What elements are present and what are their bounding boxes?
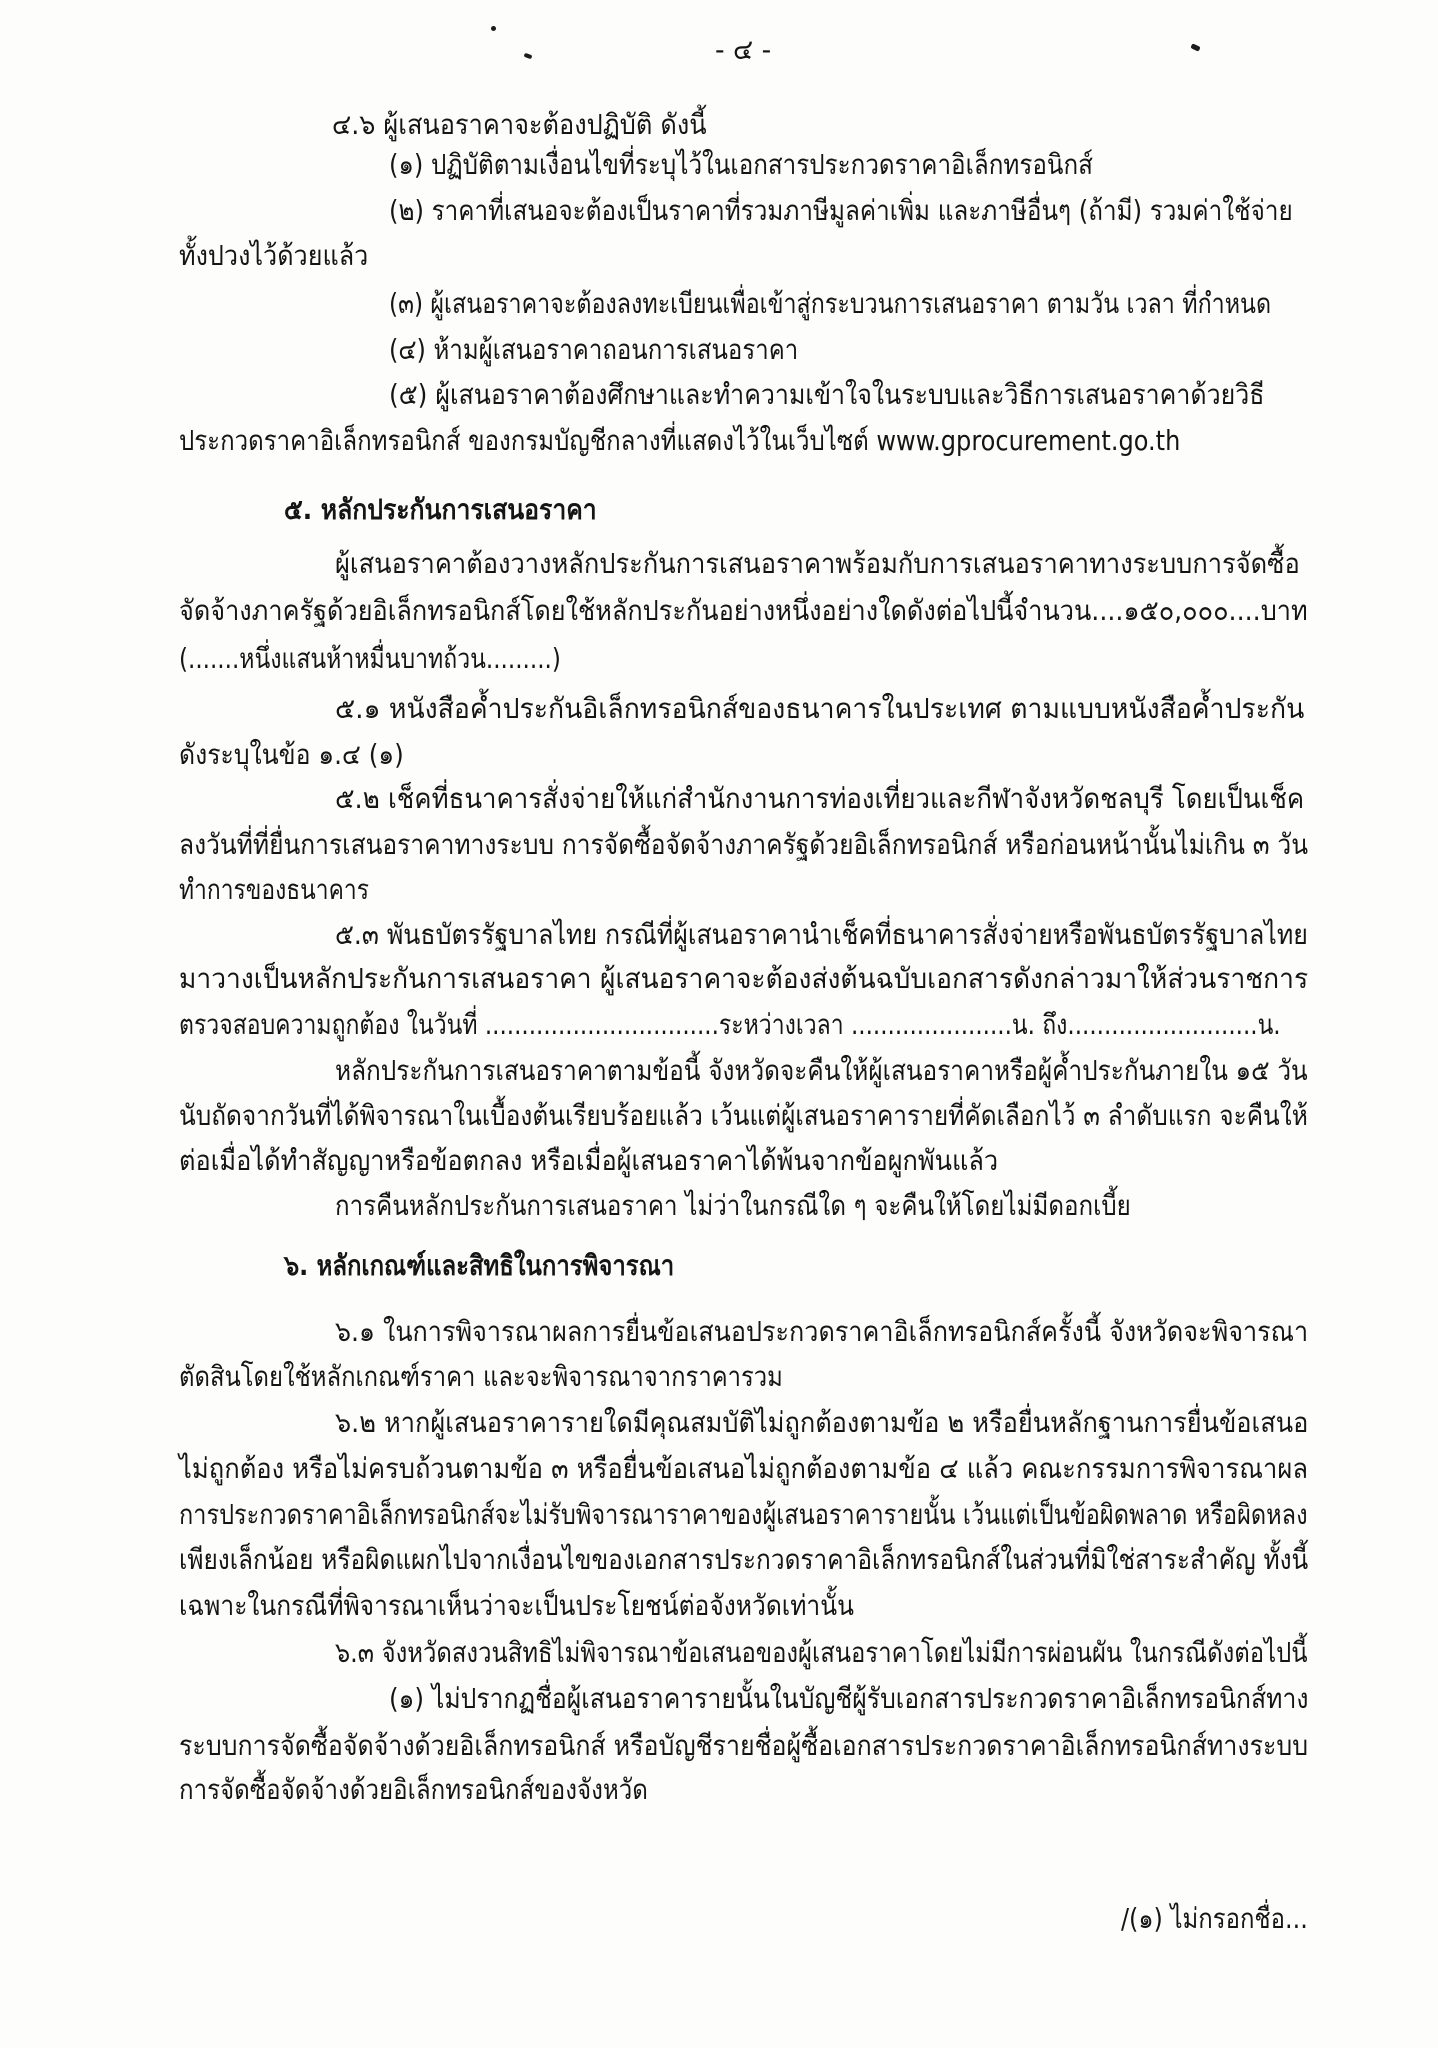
section-6-line: ตัดสินโดยใช้หลักเกณฑ์ราคา และจะพิจารณาจากราคารวม <box>179 1360 783 1393</box>
section-6-line: ๖.๑ ในการพิจารณาผลการยื่นข้อเสนอประกวดราคาอิเล็กทรอนิกส์ครั้งนี้ จังหวัดจะพิจารณา <box>335 1315 1309 1348</box>
clause-4-6-title: ๔.๖ ผู้เสนอราคาจะต้องปฏิบัติ ดังนี้ <box>332 108 707 141</box>
section-5-line: ผู้เสนอราคาต้องวางหลักประกันการเสนอราคาพร้อมกับการเสนอราคาทางระบบการจัดซื้อ <box>335 547 1300 580</box>
section-6-heading: ๖. หลักเกณฑ์และสิทธิในการพิจารณา <box>284 1249 675 1282</box>
section-5-line: ทำการของธนาคาร <box>179 873 369 906</box>
section-5-line: มาวางเป็นหลักประกันการเสนอราคา ผู้เสนอราคาจะต้องส่งต้นฉบับเอกสารดังกล่าวมาให้ส่วนราชการ <box>179 962 1309 995</box>
section-5-line: ดังระบุในข้อ ๑.๔ (๑) <box>179 738 404 771</box>
scan-speck <box>1190 43 1200 51</box>
section-6-line: (๑) ไม่ปรากฏชื่อผู้เสนอราคารายนั้นในบัญชีผู้รับเอกสารประกวดราคาอิเล็กทรอนิกส์ทาง <box>389 1682 1309 1715</box>
section-5-line: จัดจ้างภาครัฐด้วยอิเล็กทรอนิกส์โดยใช้หลักประกันอย่างหนึ่งอย่างใดดังต่อไปนี้จำนวน....๑๕๐,๐๐๐....บาท <box>179 594 1308 627</box>
page-number: - ๔ - <box>715 33 772 66</box>
clause-4-6-line: ประกวดราคาอิเล็กทรอนิกส์ ของกรมบัญชีกลางที่แสดงไว้ในเว็บไซต์ www.gprocurement.go.th <box>179 424 1181 457</box>
section-6-line: ๖.๒ หากผู้เสนอราคารายใดมีคุณสมบัติไม่ถูกต้องตามข้อ ๒ หรือยื่นหลักฐานการยื่นข้อเสนอ <box>335 1406 1309 1439</box>
clause-4-6-line: (๒) ราคาที่เสนอจะต้องเป็นราคาที่รวมภาษีมูลค่าเพิ่ม และภาษีอื่นๆ (ถ้ามี) รวมค่าใช้จ่าย <box>389 194 1293 227</box>
section-6-line: ระบบการจัดซื้อจัดจ้างด้วยอิเล็กทรอนิกส์ หรือบัญชีรายชื่อผู้ซื้อเอกสารประกวดราคาอิเล็กทรอนิกส์ทางระบบ <box>179 1729 1309 1762</box>
section-6-line: การจัดซื้อจัดจ้างด้วยอิเล็กทรอนิกส์ของจังหวัด <box>179 1773 648 1806</box>
continuation-note: /(๑) ไม่กรอกชื่อ... <box>1121 1902 1308 1935</box>
section-5-line: ๕.๓ พันธบัตรรัฐบาลไทย กรณีที่ผู้เสนอราคานำเช็คที่ธนาคารสั่งจ่ายหรือพันธบัตรรัฐบาลไทย <box>335 918 1308 951</box>
scan-speck <box>491 26 496 31</box>
section-5-line: (.......หนึ่งแสนห้าหมื่นบาทถ้วน.........) <box>179 642 561 675</box>
section-5-line: ตรวจสอบความถูกต้อง ในวันที่ ................................ระหว่างเวลา ......................น. ถึง..........................น. <box>179 1008 1281 1041</box>
clause-4-6-line: (๓) ผู้เสนอราคาจะต้องลงทะเบียนเพื่อเข้าสู่กระบวนการเสนอราคา ตามวัน เวลา ที่กำหนด <box>389 287 1272 320</box>
section-6-line: การประกวดราคาอิเล็กทรอนิกส์จะไม่รับพิจารณาราคาของผู้เสนอราคารายนั้น เว้นแต่เป็นข้อผิดพลาด หรือผิดหลง <box>179 1498 1308 1531</box>
section-6-line: เพียงเล็กน้อย หรือผิดแผกไปจากเงื่อนไขของเอกสารประกวดราคาอิเล็กทรอนิกส์ในส่วนที่มิใช่สาระสำคัญ ทั้งนี้ <box>179 1543 1309 1576</box>
section-5-line: ๕.๒ เช็คที่ธนาคารสั่งจ่ายให้แก่สำนักงานการท่องเที่ยวและกีฬาจังหวัดชลบุรี โดยเป็นเช็ค <box>335 782 1305 815</box>
section-6-line: ๖.๓ จังหวัดสงวนสิทธิไม่พิจารณาข้อเสนอของผู้เสนอราคาโดยไม่มีการผ่อนผัน ในกรณีดังต่อไปนี้ <box>335 1636 1308 1669</box>
clause-4-6-line: (๕) ผู้เสนอราคาต้องศึกษาและทำความเข้าใจในระบบและวิธีการเสนอราคาด้วยวิธี <box>389 378 1265 411</box>
section-5-line: ลงวันที่ที่ยื่นการเสนอราคาทางระบบ การจัดซื้อจัดจ้างภาครัฐด้วยอิเล็กทรอนิกส์ หรือก่อนหน้านั้นไม่เกิน ๓ วัน <box>179 828 1309 861</box>
section-5-line: นับถัดจากวันที่ได้พิจารณาในเบื้องต้นเรียบร้อยแล้ว เว้นแต่ผู้เสนอราคารายที่คัดเลือกไว้ ๓ ลำดับแรก จะคืนให้ <box>179 1099 1308 1132</box>
section-5-line: ๕.๑ หนังสือค้ำประกันอิเล็กทรอนิกส์ของธนาคารในประเทศ ตามแบบหนังสือค้ำประกัน <box>335 692 1305 725</box>
section-5-line: ต่อเมื่อได้ทำสัญญาหรือข้อตกลง หรือเมื่อผู้เสนอราคาได้พ้นจากข้อผูกพันแล้ว <box>179 1144 999 1177</box>
section-5-line: หลักประกันการเสนอราคาตามข้อนี้ จังหวัดจะคืนให้ผู้เสนอราคาหรือผู้ค้ำประกันภายใน ๑๕ วัน <box>335 1054 1308 1087</box>
clause-4-6-line: (๑) ปฏิบัติตามเงื่อนไขที่ระบุไว้ในเอกสารประกวดราคาอิเล็กทรอนิกส์ <box>389 148 1093 181</box>
clause-4-6-line: ทั้งปวงไว้ด้วยแล้ว <box>179 239 369 272</box>
clause-4-6-line: (๔) ห้ามผู้เสนอราคาถอนการเสนอราคา <box>389 333 799 366</box>
section-5-heading: ๕. หลักประกันการเสนอราคา <box>284 493 597 526</box>
section-6-line: ไม่ถูกต้อง หรือไม่ครบถ้วนตามข้อ ๓ หรือยื่นข้อเสนอไม่ถูกต้องตามข้อ ๔ แล้ว คณะกรรมการพิจารณาผล <box>179 1452 1309 1485</box>
section-5-line: การคืนหลักประกันการเสนอราคา ไม่ว่าในกรณีใด ๆ จะคืนให้โดยไม่มีดอกเบี้ย <box>335 1189 1131 1222</box>
section-6-line: เฉพาะในกรณีที่พิจารณาเห็นว่าจะเป็นประโยชน์ต่อจังหวัดเท่านั้น <box>179 1589 854 1622</box>
scan-speck <box>524 53 533 59</box>
